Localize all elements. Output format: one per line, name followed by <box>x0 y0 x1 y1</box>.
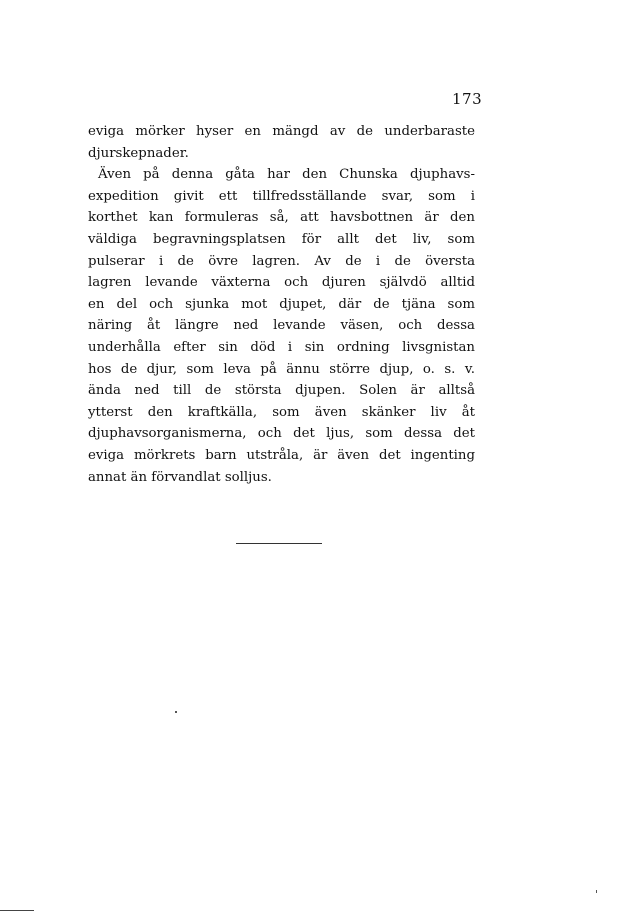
section-divider <box>236 543 322 544</box>
scan-edge-mark <box>0 910 34 911</box>
text-line: djurskepnader. <box>88 145 189 161</box>
text-line: näring åt längre ned levande väsen, och dessa <box>88 318 475 334</box>
text-line: Även på denna gåta har den Chunska djuphavs- <box>98 167 475 183</box>
text-line: ända ned till de största djupen. Solen är alltså <box>88 383 475 399</box>
text-line: djuphavsorganismerna, och det ljus, som dessa det <box>88 426 475 442</box>
text-line: ytterst den kraftkälla, som även skänker liv åt <box>88 404 475 420</box>
text-line: eviga mörkrets barn utstråla, är även det ingenting <box>88 447 475 463</box>
text-line: underhålla efter sin död i sin ordning livsgnistan <box>88 339 475 355</box>
text-line: annat än förvandlat solljus. <box>88 469 272 485</box>
scan-speck <box>596 890 597 893</box>
body-text <box>88 121 475 488</box>
text-line: hos de djur, som leva på ännu större djup, o. s. v. <box>88 361 475 377</box>
paragraph-2 <box>88 164 475 488</box>
text-line: väldiga begravningsplatsen för allt det liv, som <box>88 231 475 247</box>
text-line: expedition givit ett tillfredsställande svar, som i <box>88 188 475 204</box>
text-line: pulserar i de övre lagren. Av de i de översta <box>88 253 475 269</box>
paragraph-1 <box>88 121 475 164</box>
text-line: lagren levande växterna och djuren självdö alltid <box>88 275 475 291</box>
text-line: eviga mörker hyser en mängd av de underbaraste <box>88 124 475 139</box>
page-number: 173 <box>452 90 483 108</box>
text-line: korthet kan formuleras så, att havsbottnen är den <box>88 210 475 226</box>
scan-speck <box>175 711 177 713</box>
text-line: en del och sjunka mot djupet, där de tjäna som <box>88 296 475 312</box>
